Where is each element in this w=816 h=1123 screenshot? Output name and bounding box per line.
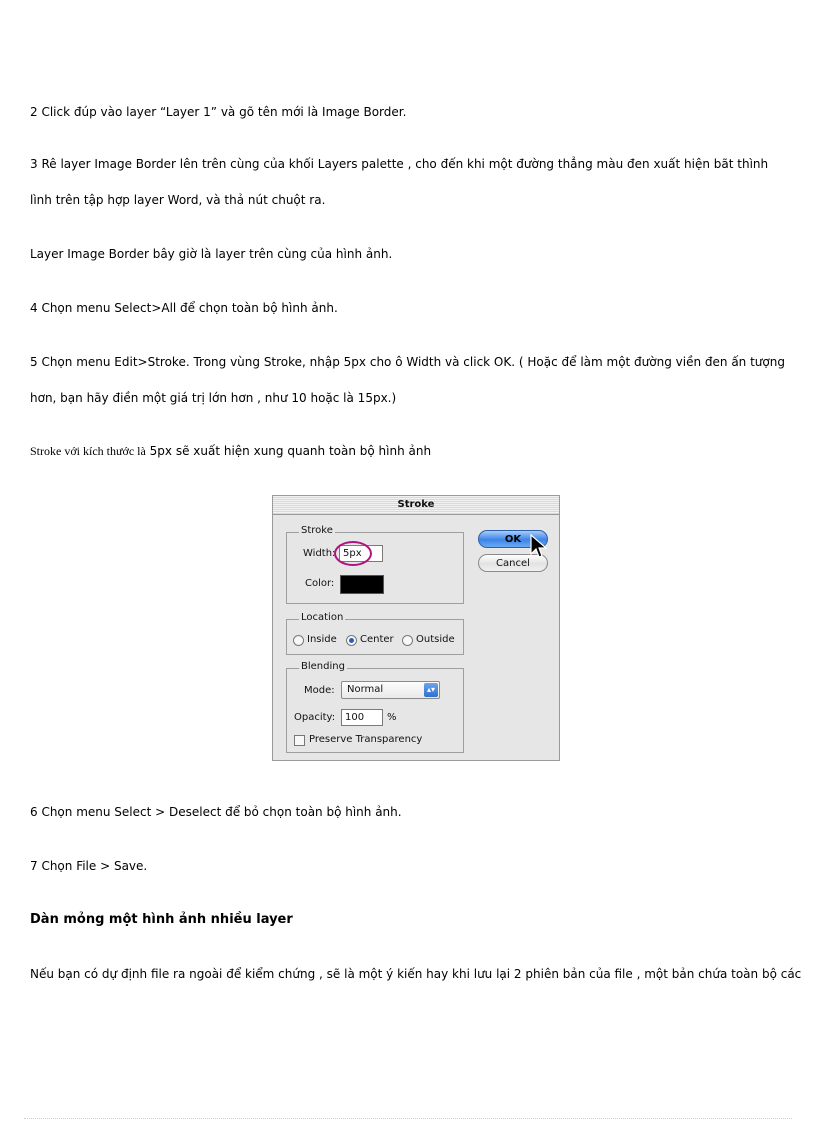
dialog-title: Stroke [273, 496, 559, 515]
width-label: Width: [303, 548, 336, 559]
select-arrows-icon: ▴▾ [424, 683, 438, 697]
stroke-group [286, 525, 464, 604]
mouse-pointer-icon [529, 534, 547, 560]
inside-radio[interactable] [293, 635, 304, 646]
step-5-text: 5 Chọn menu Edit>Stroke. Trong vùng Stroke, nhập 5px cho ô Width và click OK. ( Hoặc để làm một đường viền đen ấn tượng hơn, bạn hãy điền một giá trị lớn hơn , như 10 hoặc là 15px.) [30, 355, 785, 405]
step-6-text: 6 Chọn menu Select > Deselect để bỏ chọn toàn bộ hình ảnh. [30, 805, 402, 819]
layer-note-text: Layer Image Border bây giờ là layer trên cùng của hình ảnh. [30, 247, 393, 261]
caption-rest-part: 5px sẽ xuất hiện xung quanh toàn bộ hình ảnh [145, 444, 432, 458]
inside-label: Inside [307, 634, 337, 645]
mode-value: Normal [347, 684, 384, 695]
location-group [286, 612, 464, 655]
blending-group [286, 661, 464, 753]
location-group-legend: Location [301, 612, 344, 623]
highlight-circle [334, 541, 372, 566]
center-label: Center [360, 634, 394, 645]
step-3-text: 3 Rê layer Image Border lên trên cùng của khối Layers palette , cho đến khi một đường thẳng màu đen xuất hiện bãt thình lình trên tập hợp layer Word, và thả nút chuột ra. [30, 157, 769, 207]
outside-radio[interactable] [402, 635, 413, 646]
ok-button[interactable]: OK [478, 530, 548, 548]
step-2-text: 2 Click đúp vào layer “Layer 1” và gõ tên mới là Image Border. [30, 105, 407, 119]
step-7-text: 7 Chọn File > Save. [30, 859, 148, 873]
opacity-label: Opacity: [294, 712, 336, 723]
stroke-group-legend: Stroke [301, 525, 333, 536]
blending-group-legend: Blending [301, 661, 345, 672]
cancel-button[interactable]: Cancel [478, 554, 548, 572]
stroke-dialog [272, 495, 560, 761]
outside-label: Outside [416, 634, 455, 645]
section-heading: Dàn mỏng một hình ảnh nhiều layer [30, 912, 293, 927]
preserve-transparency-label: Preserve Transparency [309, 734, 423, 745]
width-input[interactable]: 5px [339, 545, 383, 562]
mode-label: Mode: [304, 685, 335, 696]
opacity-unit: % [387, 712, 397, 723]
step-4-text: 4 Chọn menu Select>All để chọn toàn bộ hình ảnh. [30, 301, 338, 315]
center-radio[interactable] [346, 635, 357, 646]
opacity-input[interactable]: 100 [341, 709, 383, 726]
color-label: Color: [305, 578, 335, 589]
intro-paragraph: Nếu bạn có dự định file ra ngoài để kiểm chứng , sẽ là một ý kiến hay khi lưu lại 2 phiên bản của file , một bản chứa toàn bộ các [30, 967, 802, 981]
stroke-caption [30, 443, 431, 459]
page-bottom-divider [24, 1118, 792, 1119]
mode-select[interactable] [341, 681, 440, 699]
caption-serif-part: Stroke với kích thước là [30, 444, 146, 458]
preserve-transparency-checkbox[interactable] [294, 735, 305, 746]
color-swatch[interactable] [340, 575, 384, 594]
